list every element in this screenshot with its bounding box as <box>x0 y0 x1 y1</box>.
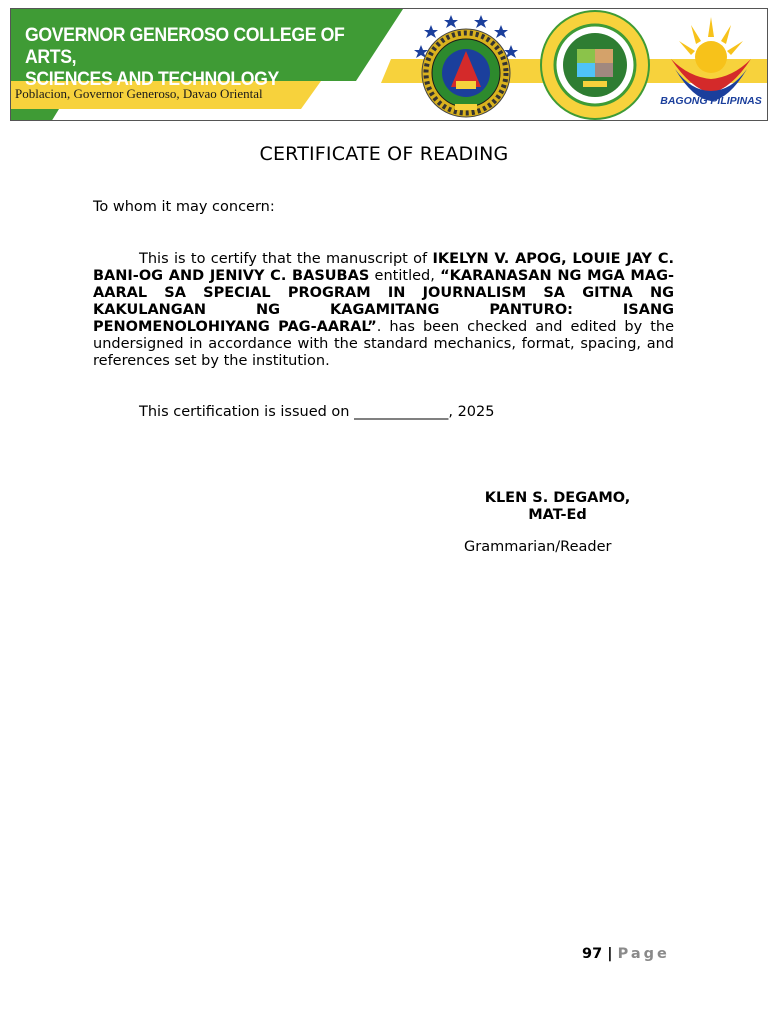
signatory-block <box>440 490 675 524</box>
issued-line: This certification is issued on _____________, 2025 <box>139 404 495 420</box>
page-separator: | <box>602 946 618 962</box>
municipality-seal-logo <box>539 9 651 121</box>
signatory-name: KLEN S. DEGAMO, <box>484 490 631 506</box>
signatory-role: Grammarian/Reader <box>464 539 612 555</box>
para-rest: . has been checked and edited by the undersigned in accordance with the standard mechanics, format, spacing, and references set by the institution. <box>93 319 674 369</box>
manuscript-title: “KARANASAN NG MGA MAG-AARAL SA SPECIAL PROGRAM IN JOURNALISM SA GITNA NG KAKULANGAN NG KAGAMITANG PANTURO: ISANG PENOMENOLOHIYANG PAG-AARAL” <box>93 268 674 335</box>
page-number-footer <box>582 946 670 962</box>
college-seal-logo <box>411 11 521 121</box>
certification-paragraph <box>93 251 674 370</box>
salutation: To whom it may concern: <box>93 199 275 215</box>
para-entitled: entitled, <box>369 268 441 284</box>
college-name-line2: SCIENCES AND TECHNOLOGY <box>25 69 279 90</box>
author-names: IKELYN V. APOG, LOUIE JAY C. BANI-OG AND JENIVY C. BASUBAS <box>93 251 674 284</box>
para-intro: This is to certify that the manuscript of <box>139 251 433 267</box>
page-word: Page <box>617 946 670 962</box>
college-name-line1: GOVERNOR GENEROSO COLLEGE OF ARTS, <box>25 25 345 68</box>
certificate-title: CERTIFICATE OF READING <box>259 143 509 165</box>
college-name <box>25 25 378 91</box>
college-address: Poblacion, Governor Generoso, Davao Oriental <box>15 86 263 101</box>
signatory-degree: MAT-Ed <box>528 507 587 523</box>
page-number: 97 <box>582 946 603 962</box>
bagong-pilipinas-text: BAGONG PILIPINAS <box>660 95 762 107</box>
header-banner <box>10 8 768 121</box>
